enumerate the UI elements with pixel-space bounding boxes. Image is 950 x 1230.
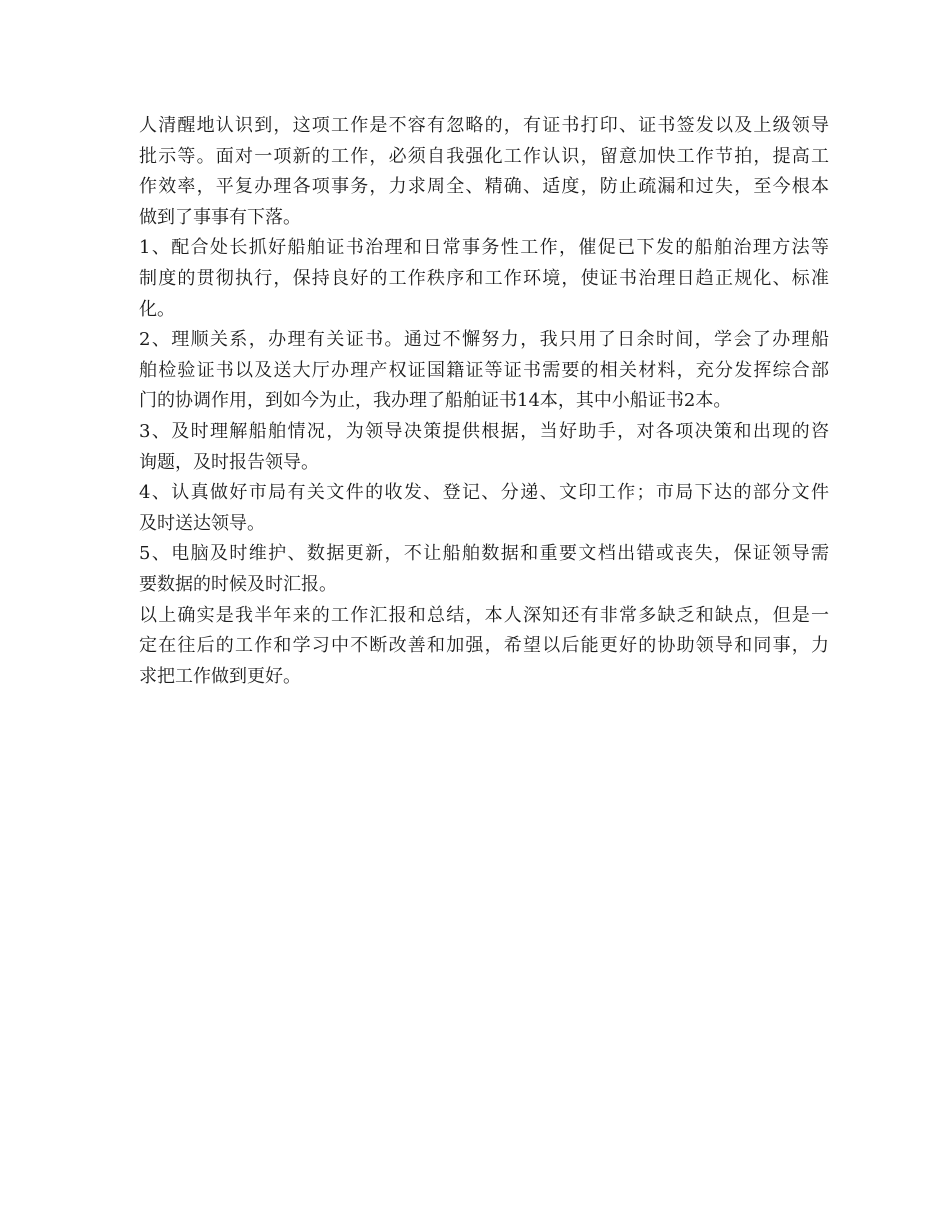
text-line: 询题，及时报告领导。 (139, 451, 319, 473)
text-line: 制度的贯彻执行，保持良好的工作秩序和工作环境，使证书治理日趋正规化、标准 (139, 267, 829, 289)
text-line: 化。 (139, 298, 175, 320)
paragraph-item-1 (139, 233, 829, 325)
text-line: 要数据的时候及时汇报。 (139, 573, 337, 595)
text-line: 4、认真做好市局有关文件的收发、登记、分递、文印工作；市局下达的部分文件 (139, 482, 829, 504)
text-line: 求把工作做到更好。 (139, 665, 301, 687)
paragraph-item-3 (139, 417, 829, 478)
text-line: 批示等。面对一项新的工作，必须自我强化工作认识，留意加快工作节拍，提高工 (139, 145, 829, 167)
text-line: 定在往后的工作和学习中不断改善和加强，希望以后能更好的协助领导和同事，力 (139, 635, 829, 657)
text-line: 2、理顺关系，办理有关证书。通过不懈努力，我只用了日余时间，学会了办理船 (139, 329, 829, 351)
paragraph-intro (139, 111, 829, 233)
text-line: 门的协调作用，到如今为止，我办理了船舶证书14本，其中小船证书2本。 (139, 390, 732, 412)
paragraph-item-4 (139, 478, 829, 539)
text-line: 舶检验证书以及送大厅办理产权证国籍证等证书需要的相关材料，充分发挥综合部 (139, 359, 829, 381)
document-body (139, 111, 829, 692)
text-line: 1、配合处长抓好船舶证书治理和日常事务性工作，催促已下发的船舶治理方法等 (139, 237, 829, 259)
text-line: 以上确实是我半年来的工作汇报和总结，本人深知还有非常多缺乏和缺点，但是一 (139, 604, 829, 626)
paragraph-item-2 (139, 325, 829, 417)
text-line: 3、及时理解船舶情况，为领导决策提供根据，当好助手，对各项决策和出现的咨 (139, 420, 829, 442)
text-line: 5、电脑及时维护、数据更新，不让船舶数据和重要文档出错或丧失，保证领导需 (139, 543, 829, 565)
paragraph-conclusion (139, 601, 829, 693)
paragraph-item-5 (139, 539, 829, 600)
text-line: 人清醒地认识到，这项工作是不容有忽略的，有证书打印、证书签发以及上级领导 (139, 115, 829, 136)
text-line: 及时送达领导。 (139, 512, 265, 534)
text-line: 做到了事事有下落。 (139, 206, 301, 228)
text-line: 作效率，平复办理各项事务，力求周全、精确、适度，防止疏漏和过失，至今根本 (139, 176, 829, 198)
